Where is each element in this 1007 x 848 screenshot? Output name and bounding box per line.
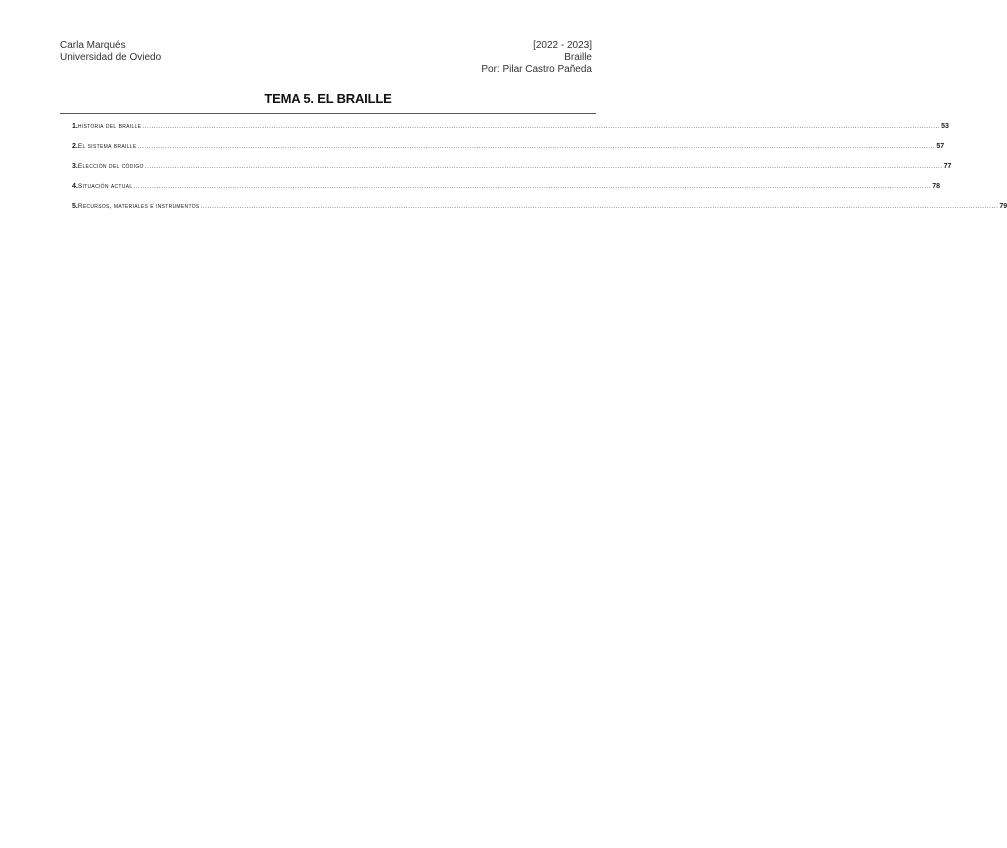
toc-entry-page: 79 [999, 203, 1007, 210]
toc-leader-dots: .......................................................................................................................................................................................................................................................................................................................................................... [144, 163, 943, 170]
page-header-right [481, 40, 592, 76]
toc-entry-page: 78 [932, 183, 941, 190]
toc-entry-label: El sistema braille [77, 143, 137, 150]
toc-entry-number: 2. [72, 143, 78, 150]
toc-leader-dots: .......................................................................................................................................................................................................................................................................................................................................................... [142, 123, 941, 130]
document-title: TEMA 5. EL BRAILLE [264, 91, 392, 106]
toc-entry-number: 5. [72, 203, 78, 210]
toc-entry-number: 3. [72, 163, 78, 170]
toc-leader-dots: .......................................................................................................................................................................................................................................................................................................................................................... [133, 183, 932, 190]
toc-entry-label: Situación actual [77, 183, 133, 190]
toc-entry-label: Elección del código [77, 163, 144, 170]
table-of-contents [60, 123, 1007, 223]
toc-entry-situacion[interactable] [60, 183, 941, 203]
toc-entry-page: 57 [936, 143, 945, 150]
toc-entry-label: Recursos, materiales e instrumentos [77, 203, 200, 210]
toc-entry-eleccion[interactable] [60, 163, 952, 183]
teacher-name: Por: Pilar Castro Pañeda [481, 64, 592, 75]
subject-name: Braille [564, 52, 592, 63]
toc-entry-historia[interactable] [60, 123, 949, 143]
toc-entry-sistema[interactable] [60, 143, 945, 163]
toc-leader-dots: .......................................................................................................................................................................................................................................................................................................................................................... [137, 143, 936, 150]
institution-name: Universidad de Oviedo [60, 52, 162, 63]
page-header-left [60, 40, 161, 64]
toc-entry-page: 53 [941, 123, 949, 130]
toc-leader-dots: .......................................................................................................................................................................................................................................................................................................................................................... [200, 203, 999, 210]
toc-entry-number: 4. [72, 183, 78, 190]
toc-entry-number: 1. [72, 123, 78, 130]
toc-entry-recursos[interactable] [60, 203, 1007, 223]
toc-entry-page: 77 [943, 163, 952, 170]
toc-entry-label: historia del braille [77, 123, 142, 130]
title-divider [60, 113, 596, 114]
academic-year: [2022 - 2023] [533, 40, 592, 51]
author-name: Carla Marqués [60, 40, 126, 51]
